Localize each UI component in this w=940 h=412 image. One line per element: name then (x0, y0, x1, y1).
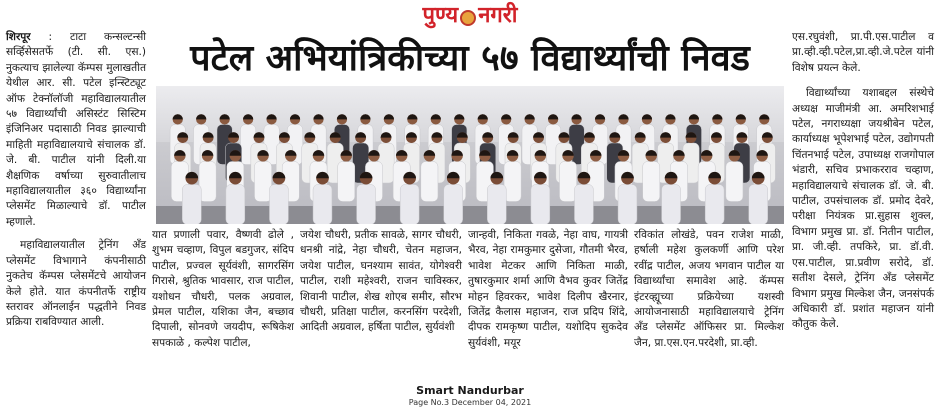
article-headline: पटेल अभियांत्रिकीच्या ५७ विद्यार्थ्यांची निवड (190, 38, 750, 79)
left-body: : टाटा कन्सल्टन्सी सर्व्हिसेसतर्फे (टी. सी. एस.) नुकत्याच झालेल्या कॅम्पस मुलाखतीत येथील आर. सी. पटेल इन्स्टिट्यूट ऑफ टेक्नॉलॉजी महाविद्यालयातील ५७ विद्यार्थ्यांची असिस्टंट सिस्टिम इंजिनिअर पदासाठी निवड झाल्याची माहिती महाविद्यालयाचे संचालक डॉ. जे. बी. पाटील यांनी दिली.या शैक्षणिक वर्षाच्या सुरुवातीलाच महाविद्यालयातील ३६० विद्यार्थ्यांना प्लेसमेंट मिळाल्याचे डॉ. पाटील म्हणाले. (6, 31, 147, 228)
right-para-1: एस.रघुवंशी, प्रा.पी.एस.पाटील व प्रा.व्ही.व्ही.पटेल,प्रा.व्ही.जे.पटेल यांनी विशेष प्रयत्न केले. (792, 31, 934, 74)
article-right-column (792, 30, 934, 333)
article-column-b1: यात प्रणाली पवार, वैष्णवी ढोले , शुभम चव्हाण, विपुल बडगुजर, संदिप पाटील, प्रज्वल सूर्यवंशी, सागरसिंग गिरासे, श्रुतिक भावसार, राज पाटील, यशोधन चौधरी, पलक अग्रवाल, प्रेमल पाटील, यशिका जैन, बच्छाव दिपाली, सोनवणे जयदीप, रूषिकेश सपकाळे , कल्पेश पाटील, (152, 229, 294, 349)
article-column-b3: जान्हवी, निकिता गवळे, नेहा वाघ, गायत्री भैरव, नेहा रामकुमार दुसेजा, गौतमी भैरव, भावेश मेटकर आणि निकिता माळी, तुषारकुमार शर्मा आणि वैभव कुवर जितेंद्र मोहन हिवरकर, भावेश दिलीप खैरनार, जितेंद्र कैलास महाजन, राज प्रदिप शिंदे, दीपक रामकृष्ण पाटील, यशोदिप सुकदेव सुर्यवंशी, मयूर (468, 229, 628, 349)
right-para-2: विद्यार्थ्यांच्या यशाबद्दल संस्थेचे अध्यक्ष माजीमंत्री आ. अमरिशभाई पटेल, नगराध्यक्षा जयश्रीबेन पटेल, कार्याध्यक्ष भूपेशभाई पटेल, उद्योगपती चिंतनभाई पटेल, उपाध्यक्ष राजगोपाल भंडारी, सचिव प्रभाकरराव चव्हाण, महाविद्यालयाचे संचालक डॉ. जे. बी. पाटील, उपसंचालक डॉ. प्रमोद देवरे, परीक्षा नियंत्रक प्रा.सुहास शुक्ल, विभाग प्रमुख प्रा. डॉ. नितीन पाटील, प्रा. जी.व्ही. तपकिरे, प्रा. डॉ.वी. एस.पाटील, प्रा.प्रवीण सरोदे, डॉ. सतीश देसले, ट्रेनिंग अँड प्लेसमेंट विभाग प्रमुख मिल्केश जैन, जनसंपर्क अधिकारी डॉ. प्रशांत महाजन यांनी कौतुक केले. (792, 87, 934, 331)
dateline: शिरपूर (6, 31, 31, 43)
article-column-b4: रविकांत लोखंडे, पवन राजेश माळी, हर्षाली महेश कुलकर्णी आणि परेश रवींद्र पाटील, अजय भगवान पाटील या विद्यार्थ्यांचा समावेश आहे. कॅम्पस इंटरव्ह्यूच्या प्रक्रियेच्या यशस्वी आयोजनासाठी महाविद्यालयाचे ट्रेनिंग अँड प्लेसमेंट ऑफिसर प्रा. मिल्केश जैन, प्रा.एस.एन.परदेशी, प्रा.व्ही. (634, 229, 784, 349)
page-info: Page No.3 December 04, 2021 (408, 398, 532, 407)
publication-name: Smart Nandurbar (416, 384, 524, 397)
article-column-b2: जयेश चौधरी, प्रतीक सावळे, सागर चौधरी, धनश्री नांद्रे, नेहा चौधरी, चेतन महाजन, जयेश पाटील, घनश्याम सावंत, योगेश्वरी पाटील, राशी महेश्वरी, राजन चाविस्कर, शिवानी पाटील, शेख शोएब समीर, सौरभ चौधरी, प्रतिक्षा पाटील, करनसिंग परदेशी, आदिती अग्रवाल, हर्षिता पाटील, सुर्यवंशी (300, 229, 462, 334)
group-photo (156, 86, 784, 224)
page-footer (380, 384, 560, 408)
left-para-1 (6, 30, 146, 230)
article-left-column (6, 30, 146, 331)
photo-crowd (156, 86, 784, 224)
newspaper-masthead (400, 2, 540, 32)
left-para-2: महाविद्यालयातील ट्रेनिंग अँड प्लेसमेंट विभागाने कंपनीसाठी नुकतेच कॅम्पस प्लेसमेंटचे आयोजन केले होते. यात कंपनीतर्फे राष्ट्रीय स्तरावर ऑनलाईन पद्धतीने निवड प्रक्रिया राबविण्यात आली. (6, 239, 146, 329)
masthead-word-2: नगरी (478, 3, 518, 28)
masthead-emblem-icon (460, 10, 476, 26)
masthead-word-1: पुण्य (422, 3, 459, 28)
